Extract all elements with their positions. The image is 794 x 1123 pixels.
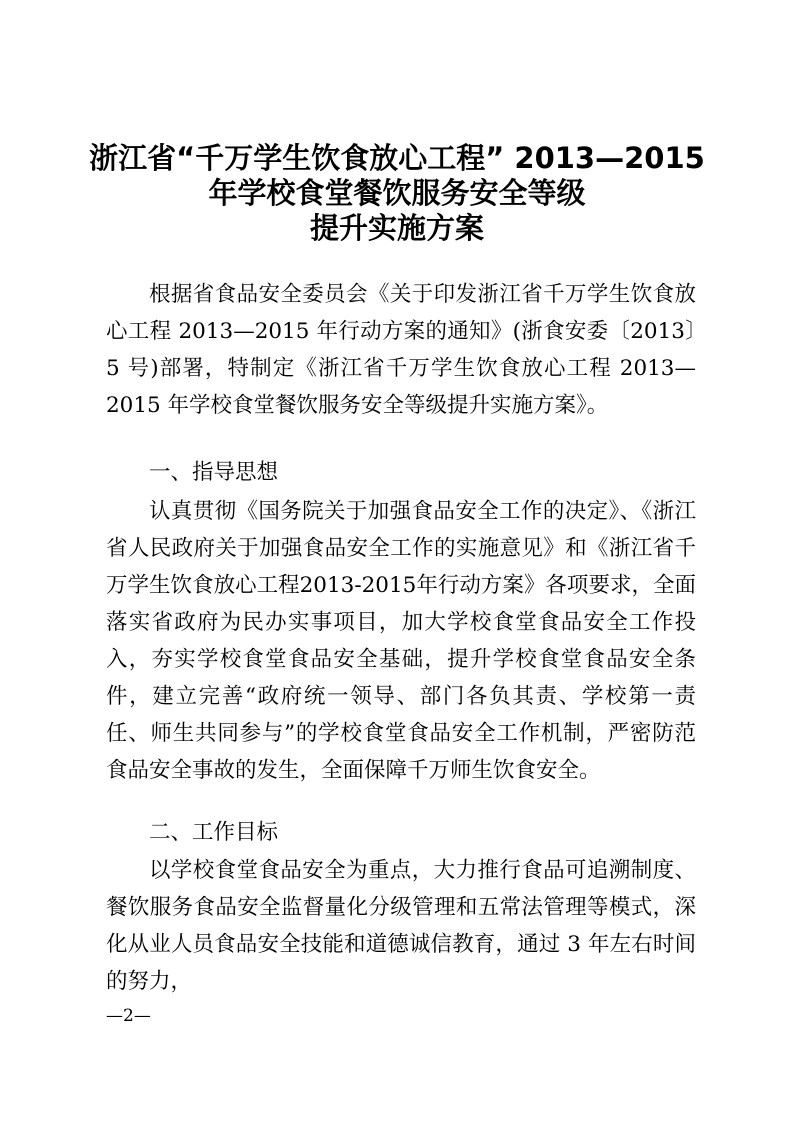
section-1-paragraph: 认真贯彻《国务院关于加强食品安全工作的决定》、《浙江省人民政府关于加强食品安全工作的实施意见》和《浙江省千万学生饮食放心工程2013-2015年行动方案》各项要求，全面落实省政府为民办实事项目，加大学校食堂食品安全工作投入，夯实学校食堂食品安全基础，提升学校食堂食品安全条件，建立完善“政府统一领导、部门各负其责、学校第一责任、师生共同参与”的学校食堂食品安全工作机制，严密防范食品安全事故的发生，全面保障千万师生饮食安全。 — [106, 499, 696, 783]
section-1-heading: 一、指导思想 — [149, 460, 279, 485]
document-title-line-3: 提升实施方案 — [309, 211, 484, 245]
section-2-heading: 二、工作目标 — [149, 820, 279, 845]
page-number: —2— — [106, 1006, 151, 1026]
intro-paragraph: 根据省食品安全委员会《关于印发浙江省千万学生饮食放心工程 2013—2015 年行动方案的通知》(浙食安委〔2013〕5 号)部署，特制定《浙江省千万学生饮食放心工程 2013—2015 年学校食堂餐饮服务安全等级提升实施方案》。 — [106, 282, 696, 418]
document-title-line-2: 年学校食堂餐饮服务安全等级 — [208, 176, 586, 210]
section-2-paragraph: 以学校食堂食品安全为重点，大力推行食品可追溯制度、餐饮服务食品安全监督量化分级管理和五常法管理等模式，深化从业人员食品安全技能和道德诚信教育，通过 3 年左右时间的努力， — [106, 858, 696, 994]
document-title-line-1: 浙江省“千万学生饮食放心工程” 2013—2015 — [89, 141, 705, 175]
